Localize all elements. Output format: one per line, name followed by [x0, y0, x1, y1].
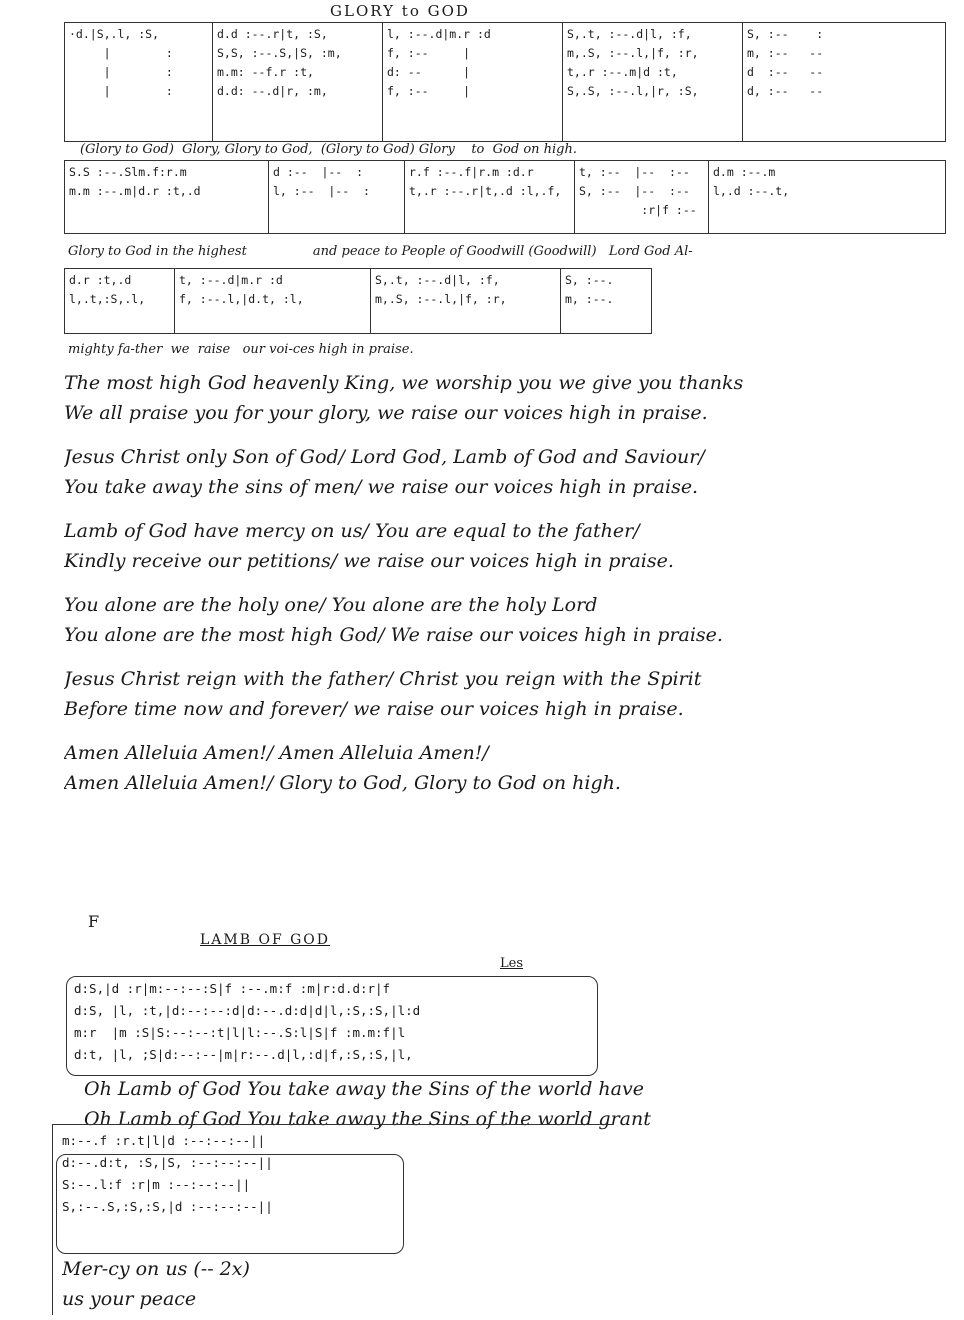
verse-line: Before time now and forever/ we raise our voices high in praise. [64, 698, 684, 720]
note-line: f, :--.l,|d.t, :l, [179, 292, 304, 306]
note-line: d:--.d:t, :S,|S, :--:--:--|| [62, 1155, 273, 1170]
measure [405, 161, 575, 233]
measure [563, 23, 743, 141]
note-line: d: -- | [387, 65, 471, 79]
note-line: d.r :t,.d [69, 273, 132, 287]
measure [65, 161, 269, 233]
note-line: m.m :--.m|d.r :t,.d [69, 184, 201, 198]
measure [743, 23, 945, 141]
note-line: S, :-- : [747, 27, 824, 41]
measure [383, 23, 563, 141]
note-line: S,.t, :--.d|l, :f, [567, 27, 692, 41]
note-line: :r|f :-- [579, 203, 697, 217]
lyric-line: us your peace [62, 1288, 197, 1310]
note-line: m:r |m :S|S:--:--:t|l|l:--.S:l|S|f :m.m:f|l [74, 1025, 406, 1040]
note-line: f, :-- | [387, 84, 471, 98]
note-line: l,.t,:S,.l, [69, 292, 146, 306]
note-line: S,:--.S,:S,:S,|d :--:--:--|| [62, 1199, 273, 1214]
verse-line: Amen Alleluia Amen!/ Glory to God, Glory to God on high. [64, 772, 621, 794]
note-line: S.S :--.Slm.f:r.m [69, 165, 187, 179]
note-line: t,.r :--.r|t,.d :l,.f, [409, 184, 562, 198]
key-signature: F [88, 912, 100, 931]
note-line: t,.r :--.m|d :t, [567, 65, 678, 79]
note-line: S, :--. [565, 273, 614, 287]
note-line: f, :-- | [387, 46, 471, 60]
note-line: t, :-- |-- :-- [579, 165, 690, 179]
note-line: d:S,|d :r|m:--:--:S|f :--.m:f :m|r:d.d:r|f [74, 981, 391, 996]
note-line: S,.S, :--.l,|r, :S, [567, 84, 699, 98]
lyric-line: Oh Lamb of God You take away the Sins of the world have [84, 1078, 644, 1100]
music-system-3 [64, 268, 652, 334]
verse [64, 516, 944, 576]
note-line: | : [69, 46, 173, 60]
note-line: S,S, :--.S,|S, :m, [217, 46, 342, 60]
note-line: l,.d :--.t, [713, 184, 790, 198]
system-lyric: (Glory to God) Glory, Glory to God, (Glory to God) Glory to God on high. [80, 142, 578, 157]
section-title: LAMB OF GOD [200, 932, 331, 948]
verse-line: Amen Alleluia Amen!/ Amen Alleluia Amen!/ [64, 742, 489, 764]
music-system-2 [64, 160, 946, 234]
note-line: S,.t, :--.d|l, :f, [375, 273, 500, 287]
note-line: m,.S, :--.l,|f, :r, [375, 292, 507, 306]
verse-line: Kindly receive our petitions/ we raise our voices high in praise. [64, 550, 674, 572]
verse-line: You take away the sins of men/ we raise our voices high in praise. [64, 476, 699, 498]
note-line: S, :-- |-- :-- [579, 184, 690, 198]
lyric-line: Oh Lamb of God You take away the Sins of the world grant [84, 1108, 651, 1130]
verse-line: You alone are the most high God/ We raise our voices high in praise. [64, 624, 723, 646]
note-line: d :-- |-- : [273, 165, 364, 179]
note-line: | : [69, 65, 173, 79]
note-line: d, :-- -- [747, 84, 824, 98]
measure [213, 23, 383, 141]
note-line: d:S, |l, :t,|d:--:--:d|d:--.d:d|d|l,:S,:S,|l:d [74, 1003, 421, 1018]
lamb-notes-2 [62, 1130, 273, 1218]
page-title: GLORY to GOD [330, 2, 470, 20]
system-lyric: mighty fa-ther we raise our voi-ces high in praise. [68, 342, 414, 357]
note-line: d :-- -- [747, 65, 824, 79]
verse-list [64, 368, 944, 812]
verse [64, 368, 944, 428]
verse [64, 442, 944, 502]
lamb-lyrics-2 [62, 1254, 250, 1314]
music-system-1 [64, 22, 946, 142]
lamb-notes-1 [74, 978, 420, 1066]
note-line: d.m :--.m [713, 165, 776, 179]
note-line: t, :--.d|m.r :d [179, 273, 283, 287]
section-marker: Les [500, 956, 523, 971]
measure [371, 269, 561, 333]
measure [575, 161, 709, 233]
verse-line: You alone are the holy one/ You alone are the holy Lord [64, 594, 598, 616]
verse-line: Jesus Christ only Son of God/ Lord God, Lamb of God and Saviour/ [64, 446, 705, 468]
note-line: m.m: --f.r :t, [217, 65, 314, 79]
measure [561, 269, 651, 333]
verse-line: Jesus Christ reign with the father/ Christ you reign with the Spirit [64, 668, 702, 690]
lyric-line: Mer-cy on us (-- 2x) [62, 1258, 250, 1280]
verse-line: The most high God heavenly King, we worship you we give you thanks [64, 372, 744, 394]
verse-line: Lamb of God have mercy on us/ You are equal to the father/ [64, 520, 640, 542]
note-line: S:--.l:f :r|m :--:--:--|| [62, 1177, 251, 1192]
note-line: d.d: --.d|r, :m, [217, 84, 328, 98]
verse-line: We all praise you for your glory, we raise our voices high in praise. [64, 402, 708, 424]
note-line: ·d.|S,.l, :S, [69, 27, 160, 41]
verse [64, 664, 944, 724]
note-line: r.f :--.f|r.m :d.r [409, 165, 534, 179]
note-line: l, :-- |-- : [273, 184, 370, 198]
note-line: m, :--. [565, 292, 614, 306]
note-line: d:t, |l, ;S|d:--:--|m|r:--.d|l,:d|f,:S,:S,|l, [74, 1047, 413, 1062]
measure [269, 161, 405, 233]
verse [64, 590, 944, 650]
note-line: l, :--.d|m.r :d [387, 27, 491, 41]
system-lyric: Glory to God in the highest and peace to People of Goodwill (Goodwill) Lord God Al- [68, 244, 693, 259]
note-line: d.d :--.r|t, :S, [217, 27, 328, 41]
verse [64, 738, 944, 798]
measure [65, 23, 213, 141]
note-line: m, :-- -- [747, 46, 824, 60]
measure [709, 161, 945, 233]
note-line: | : [69, 84, 173, 98]
measure [175, 269, 371, 333]
measure [65, 269, 175, 333]
note-line: m:--.f :r.t|l|d :--:--:--|| [62, 1133, 266, 1148]
note-line: m,.S, :--.l,|f, :r, [567, 46, 699, 60]
